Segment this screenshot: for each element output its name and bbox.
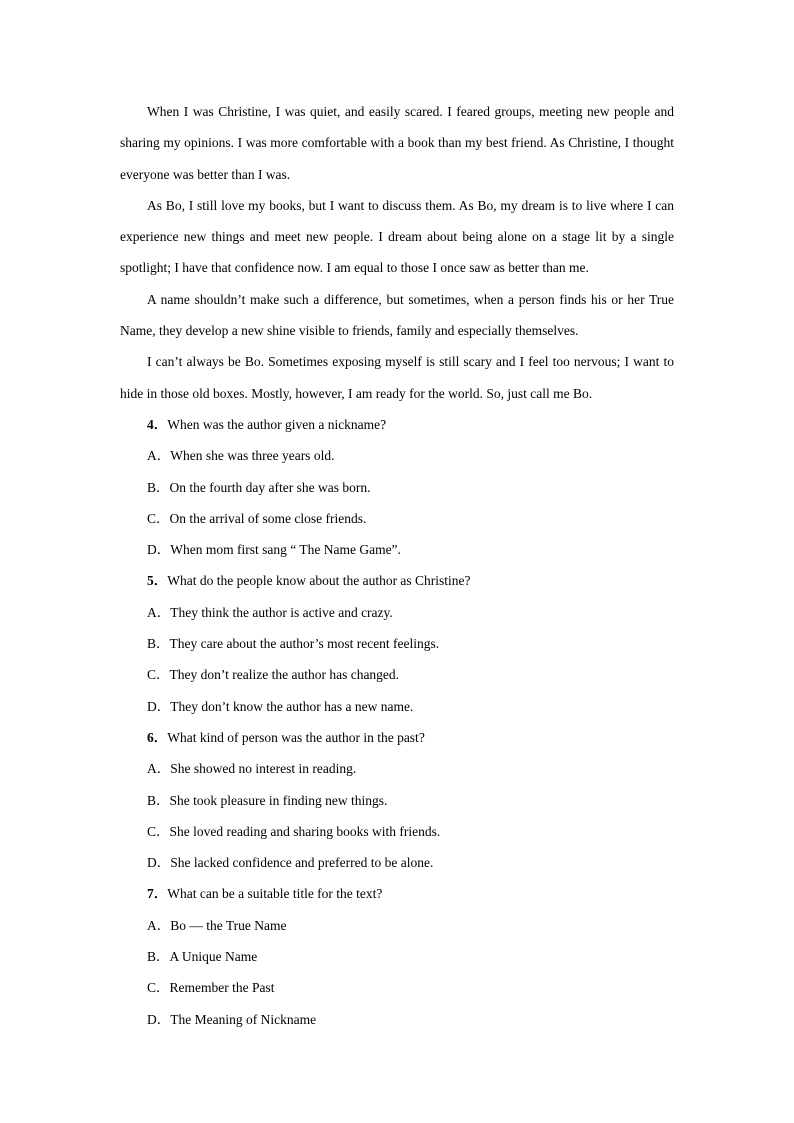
option-text: A Unique Name [169, 949, 258, 965]
option-d [120, 534, 674, 565]
question-text: What can be a suitable title for the text? [167, 886, 383, 902]
option-b [120, 628, 674, 659]
passage-paragraph-2: As Bo, I still love my books, but I want to discuss them. As Bo, my dream is to live where I can experience new things and meet new people. I dream about being alone on a stage lit by a single spotlight; I have that confidence now. I am equal to those I once saw as better than me. [120, 197, 674, 276]
question-stem [120, 878, 674, 909]
option-a [120, 910, 674, 941]
option-c [120, 972, 674, 1003]
option-a [120, 440, 674, 471]
option-letter: B． [147, 479, 170, 495]
option-text: They care about the author’s most recent feelings. [169, 636, 440, 652]
passage-paragraph-3: A name shouldn’t make such a difference, but sometimes, when a person finds his or her True Name, they develop a new shine visible to friends, family and especially themselves. [120, 291, 674, 339]
option-d [120, 847, 674, 878]
option-letter: C． [147, 510, 170, 526]
option-text: On the fourth day after she was born. [169, 479, 371, 495]
option-text: When mom first sang “ The Name Game”. [170, 542, 401, 558]
option-letter: D． [147, 542, 171, 558]
option-text: She took pleasure in finding new things. [169, 792, 388, 808]
option-b [120, 472, 674, 503]
question-text: When was the author given a nickname? [167, 416, 387, 432]
question-number: 6． [147, 729, 168, 745]
option-text: They don’t realize the author has changed. [169, 667, 400, 683]
question-6 [120, 722, 674, 878]
option-text: Remember the Past [169, 980, 275, 996]
option-c [120, 659, 674, 690]
option-letter: B． [147, 636, 170, 652]
question-4 [120, 409, 674, 565]
option-letter: A． [147, 448, 171, 464]
option-letter: C． [147, 823, 170, 839]
option-a [120, 753, 674, 784]
option-text: The Meaning of Nickname [170, 1011, 317, 1027]
option-letter: D． [147, 1011, 171, 1027]
option-text: They think the author is active and crazy. [170, 604, 393, 620]
option-b [120, 785, 674, 816]
option-letter: B． [147, 949, 170, 965]
option-text: They don’t know the author has a new name. [170, 698, 414, 714]
document-content [120, 96, 674, 1035]
option-text: On the arrival of some close friends. [169, 510, 367, 526]
option-letter: A． [147, 604, 171, 620]
passage-paragraph-1: When I was Christine, I was quiet, and easily scared. I feared groups, meeting new people and sharing my opinions. I was more comfortable with a book than my best friend. As Christine, I thought everyone was better than I was. [120, 104, 674, 182]
question-stem [120, 722, 674, 753]
option-text: She loved reading and sharing books with friends. [169, 823, 441, 839]
option-letter: A． [147, 761, 171, 777]
option-letter: A． [147, 917, 171, 933]
question-7 [120, 878, 674, 1034]
question-stem [120, 409, 674, 440]
question-number: 4． [147, 416, 168, 432]
question-number: 7． [147, 886, 168, 902]
question-5 [120, 565, 674, 721]
option-letter: D． [147, 698, 171, 714]
option-a [120, 597, 674, 628]
option-letter: C． [147, 980, 170, 996]
option-d [120, 1004, 674, 1035]
question-stem [120, 565, 674, 596]
option-c [120, 816, 674, 847]
option-letter: C． [147, 667, 170, 683]
option-text: She showed no interest in reading. [170, 761, 357, 777]
option-letter: D． [147, 855, 171, 871]
passage-paragraph-4: I can’t always be Bo. Sometimes exposing myself is still scary and I feel too nervous; I want to hide in those old boxes. Mostly, however, I am ready for the world. So, just call me Bo. [120, 354, 674, 401]
question-number: 5． [147, 573, 168, 589]
option-c [120, 503, 674, 534]
option-text: When she was three years old. [170, 448, 335, 464]
question-text: What kind of person was the author in the past? [167, 729, 425, 745]
option-d [120, 691, 674, 722]
question-text: What do the people know about the author as Christine? [167, 573, 471, 589]
option-text: She lacked confidence and preferred to be alone. [170, 855, 434, 871]
option-b [120, 941, 674, 972]
option-text: Bo — the True Name [170, 917, 287, 933]
option-letter: B． [147, 792, 170, 808]
